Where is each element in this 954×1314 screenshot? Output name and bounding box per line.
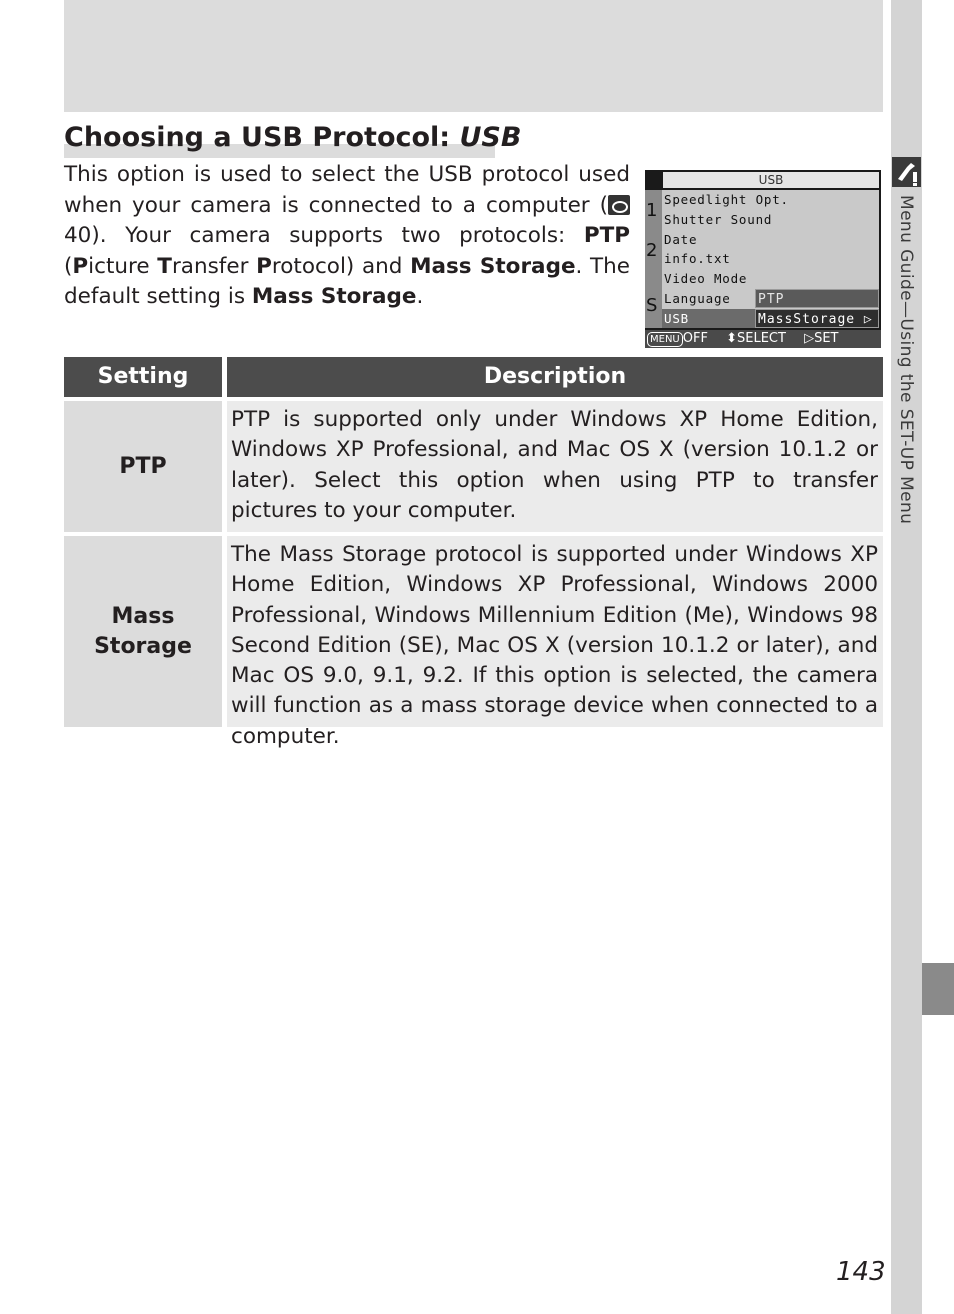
intro-P-bold: P (72, 253, 89, 279)
screen-bottom-bar (645, 330, 881, 348)
intro-T-bold: T (157, 253, 172, 279)
right-arrow-icon: ▷ (804, 331, 815, 346)
screen-item: Date (664, 232, 698, 247)
header-band (64, 0, 883, 112)
intro-paragraph (64, 160, 630, 313)
screen-option-mass-storage-label: MassStorage (758, 312, 856, 327)
intro-text-2: ( (64, 253, 73, 279)
title-italic: USB (459, 122, 522, 153)
off-label: OFF (682, 331, 708, 346)
set-label: SET (814, 331, 839, 346)
page-title (64, 122, 521, 158)
table-row-ptp-setting: PTP (64, 401, 222, 532)
intro-P2-bold: P (256, 253, 272, 279)
screen-tab-s: S (646, 295, 658, 316)
title-main: Choosing a USB Protocol: (64, 122, 460, 153)
intro-text-4: . (416, 284, 424, 309)
intro-mass-storage-bold: Mass Storage (410, 253, 576, 279)
screen-item: Speedlight Opt. (664, 192, 789, 207)
intro-mass-storage-bold-2: Mass Storage (251, 284, 417, 309)
screen-title: USB (663, 172, 879, 188)
intro-ptp-bold: PTP (583, 223, 630, 248)
setup-menu-icon (892, 157, 921, 187)
section-tab-marker (922, 963, 954, 1015)
intro-text-3: . The default setting is (64, 253, 631, 309)
intro-rotocol: rotocol) and (271, 253, 411, 279)
header-description: Description (227, 357, 883, 397)
screen-tab-2: 2 (646, 240, 658, 261)
side-section-label: Menu Guide—Using the SET-UP Menu (896, 195, 916, 525)
screen-option-ptp: PTP (755, 289, 879, 308)
screen-item: info.txt (664, 251, 731, 266)
intro-text-ref: 40). Your camera supports two protocols: (64, 223, 584, 248)
screen-item-usb: USB (664, 311, 689, 326)
intro-icture: icture (88, 253, 158, 279)
screen-item: Language (664, 291, 731, 306)
table-row-mass-storage-setting: Mass Storage (64, 536, 222, 727)
arrow-right-icon: ▷ (863, 312, 873, 327)
menu-button-icon: MENU (647, 332, 683, 347)
camera-menu-screenshot (645, 170, 881, 348)
screen-tab-1: 1 (646, 200, 658, 221)
table-row-mass-storage-description: The Mass Storage protocol is supported under Windows XP Home Edition, Windows XP Professional, Windows 2000 Professional, Windows Millennium Edition (Me), Windows 98 Second Edition (SE), Mac OS X (version 10.1.2 or later), and Mac OS 9.0, 9.1, 9.2. If this option is selected, the camera will function as a mass storage device when connected to a computer. (227, 536, 883, 727)
updown-icon: ⬍ (726, 331, 737, 346)
header-setting: Setting (64, 357, 222, 397)
page-number: 143 (836, 1257, 886, 1287)
screen-option-mass-storage (755, 309, 879, 328)
screen-item: Shutter Sound (664, 212, 773, 227)
screen-item: Video Mode (664, 271, 748, 286)
select-label: SELECT (736, 331, 786, 346)
page-reference-icon (608, 195, 630, 215)
intro-ransfer: ransfer (171, 253, 257, 279)
intro-text-1: This option is used to select the USB protocol used when your camera is connected to a computer ( (64, 162, 630, 218)
table-row-ptp-description: PTP is supported only under Windows XP Home Edition, Windows XP Professional, and Mac OS X (version 10.1.2 or later). Select this option when using PTP to transfer pictures to your computer. (227, 401, 883, 532)
screen-tabs (645, 190, 662, 328)
